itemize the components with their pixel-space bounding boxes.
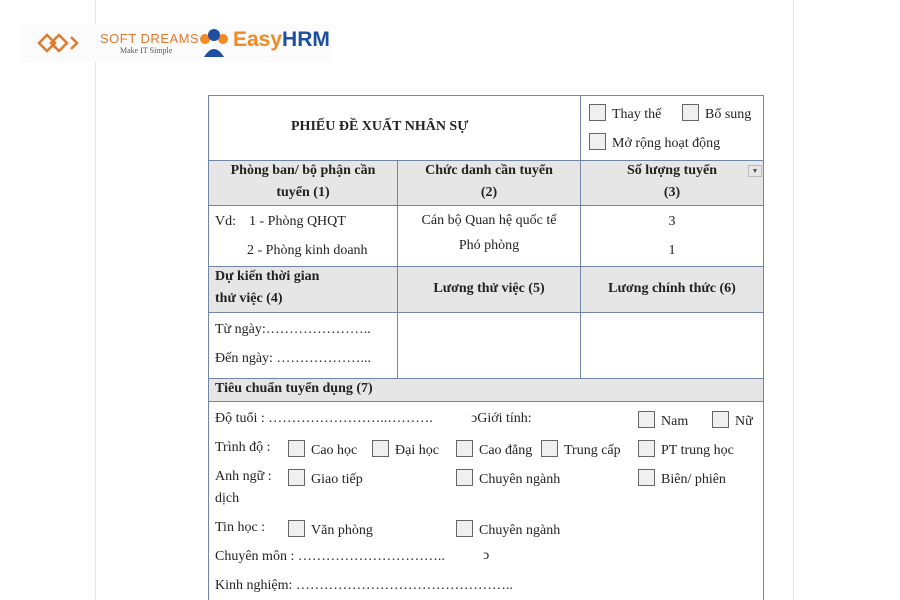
- criteria-header: Tiêu chuẩn tuyển dụng (7): [215, 381, 373, 396]
- eng-option[interactable]: Biên/ phiên: [638, 469, 726, 488]
- form-title: PHIẾU ĐỀ XUẤT NHÂN SỰ: [291, 119, 469, 134]
- edu-option[interactable]: Cao học: [288, 440, 357, 459]
- eng-option[interactable]: Chuyên ngành: [456, 469, 560, 488]
- eng-option[interactable]: Giao tiếp: [288, 469, 363, 488]
- english-label: Anh ngữ :: [215, 469, 272, 484]
- salary-trial-header: Lương thử việc (5): [433, 281, 545, 296]
- checkbox[interactable]: [372, 440, 389, 457]
- checkbox[interactable]: [288, 520, 305, 537]
- checkbox[interactable]: [456, 440, 473, 457]
- gender-female[interactable]: Nữ: [712, 411, 753, 430]
- option-expand[interactable]: Mở rộng hoạt động: [589, 133, 720, 152]
- age-field[interactable]: Độ tuổi : ……………………..……….: [215, 411, 433, 426]
- example-dept-2: 2 - Phòng kinh doanh: [247, 243, 368, 258]
- checkbox[interactable]: [589, 104, 606, 121]
- checkbox[interactable]: [589, 133, 606, 150]
- gender-label: ↄGiới tính:: [471, 411, 532, 426]
- trial-header: Dự kiến thời gian: [215, 269, 320, 284]
- it-label: Tin học :: [215, 520, 266, 535]
- checkbox[interactable]: [638, 440, 655, 457]
- eng-option-wrap: dịch: [215, 491, 240, 506]
- logo-banner: [20, 24, 332, 62]
- header-position: Chức danh cần tuyển: [425, 163, 553, 178]
- it-option[interactable]: Văn phòng: [288, 520, 373, 539]
- checkbox[interactable]: [638, 469, 655, 486]
- example-qty-2: 1: [668, 243, 676, 258]
- major-field[interactable]: Chuyên môn : …………………………..: [215, 549, 445, 564]
- checkbox[interactable]: [712, 411, 729, 428]
- option-replace[interactable]: Thay thế: [589, 104, 661, 123]
- easyhrm-name: EasyHRM: [233, 28, 330, 51]
- edu-option[interactable]: Trung cấp: [541, 440, 621, 459]
- edu-option[interactable]: PT trung học: [638, 440, 734, 459]
- checkbox[interactable]: [682, 104, 699, 121]
- softdreams-name: SOFT DREAMS: [100, 31, 200, 46]
- filter-dropdown-icon[interactable]: ▼: [748, 165, 762, 177]
- example-position-2: Phó phòng: [458, 238, 520, 253]
- softdreams-logo-icon: [35, 29, 80, 57]
- from-date-field[interactable]: Từ ngày:…………………..: [215, 322, 371, 337]
- edu-option[interactable]: Cao đẳng: [456, 440, 532, 459]
- checkbox[interactable]: [288, 440, 305, 457]
- example-label: Vd:: [215, 214, 236, 229]
- header-qty-2: (3): [663, 185, 681, 200]
- checkbox[interactable]: [541, 440, 558, 457]
- gender-male[interactable]: Nam: [638, 411, 688, 430]
- trial-header-2: thử việc (4): [215, 291, 283, 306]
- option-add[interactable]: Bổ sung: [682, 104, 751, 123]
- softdreams-tagline: Make IT Simple: [120, 46, 173, 55]
- education-label: Trình độ :: [215, 440, 271, 455]
- header-position-2: (2): [480, 185, 498, 200]
- experience-field[interactable]: Kinh nghiệm: ………………………………………..: [215, 578, 513, 593]
- example-dept-1: 1 - Phòng QHQT: [249, 214, 346, 229]
- it-option[interactable]: Chuyên ngành: [456, 520, 560, 539]
- example-qty-1: 3: [668, 214, 676, 229]
- example-position-1: Cán bộ Quan hệ quốc tế: [421, 213, 557, 228]
- header-dept-2: tuyển (1): [276, 185, 330, 200]
- header-dept: Phòng ban/ bộ phận cần: [230, 163, 376, 178]
- easyhrm-people-icon: [196, 27, 232, 59]
- checkbox[interactable]: [288, 469, 305, 486]
- to-date-field[interactable]: Đến ngày: ………………...: [215, 351, 371, 366]
- salary-official-header: Lương chính thức (6): [608, 281, 736, 296]
- checkbox[interactable]: [456, 520, 473, 537]
- edu-option[interactable]: Đại học: [372, 440, 439, 459]
- bullet-mark: ↄ: [483, 548, 490, 563]
- checkbox[interactable]: [456, 469, 473, 486]
- checkbox[interactable]: [638, 411, 655, 428]
- header-qty: Số lượng tuyển: [626, 163, 718, 178]
